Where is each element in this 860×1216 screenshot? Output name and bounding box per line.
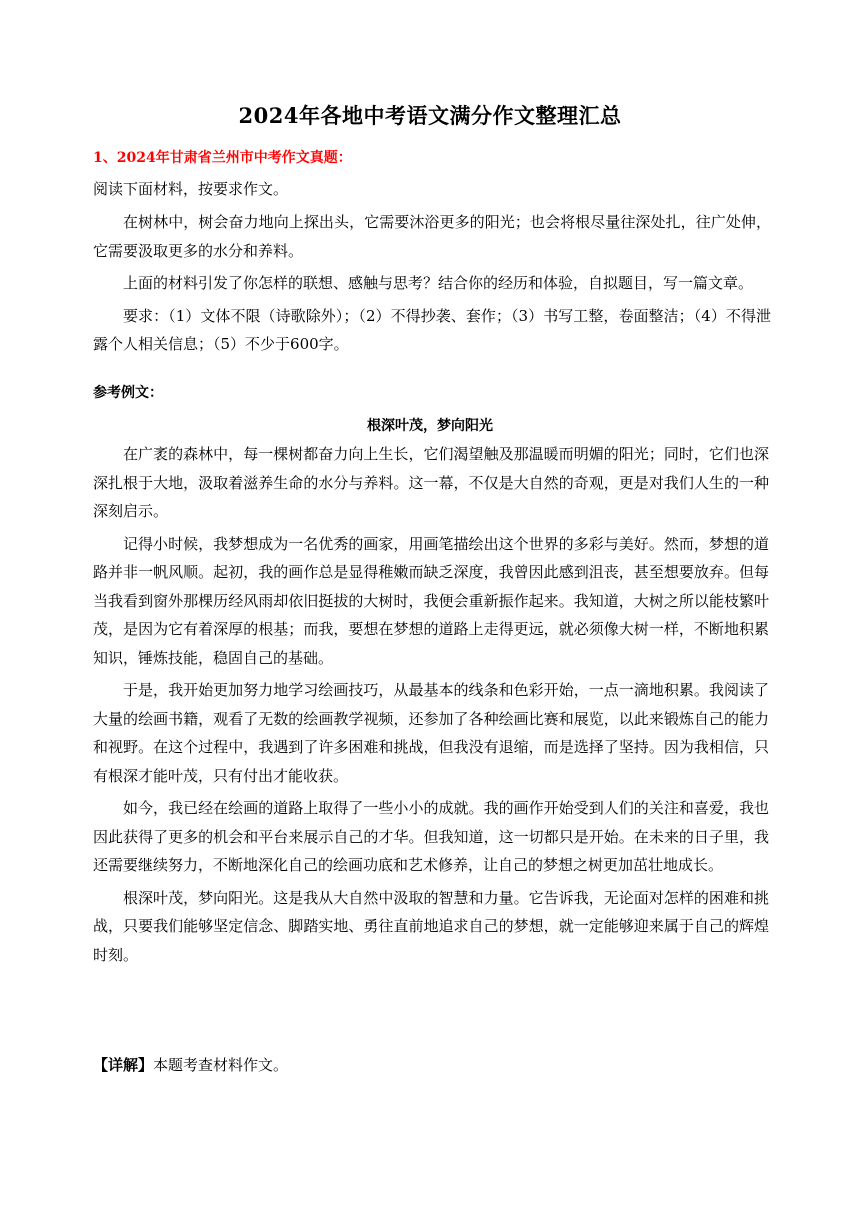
material-section	[93, 208, 771, 363]
essay-paragraph: 记得小时候，我梦想成为一名优秀的画家，用画笔描绘出这个世界的多彩与美好。然而，梦想的道路并非一帆风顺。起初，我的画作总是显得稚嫩而缺乏深度，我曾因此感到沮丧，甚至想要放弃。但每当我看到窗外那棵历经风雨却依旧挺拔的大树时，我便会重新振作起来。我知道，大树之所以能枝繁叶茂，是因为它有着深厚的根基；而我，要想在梦想的道路上走得更远，就必须像大树一样，不断地积累知识，锤炼技能，稳固自己的基础。	[93, 534, 769, 667]
question-heading: 1、2024年甘肃省兰州市中考作文真题：	[93, 150, 352, 166]
essay-paragraph: 于是，我开始更加努力地学习绘画技巧，从最基本的线条和色彩开始，一点一滴地积累。我阅读了大量的绘画书籍，观看了无数的绘画教学视频，还参加了各种绘画比赛和展览，以此来锻炼自己的能力和视野。在这个过程中，我遇到了许多困难和挑战，但我没有退缩，而是选择了坚持。因为我相信，只有根深才能叶茂，只有付出才能收获。	[93, 681, 769, 785]
detail-text: 本题考查材料作文。	[153, 1056, 289, 1074]
document-title: 2024年各地中考语文满分作文整理汇总	[238, 103, 622, 128]
instruction-text: 阅读下面材料，按要求作文。	[93, 180, 289, 198]
material-paragraph: 在树林中，树会奋力地向上探出头，它需要沐浴更多的阳光；也会将根尽量往深处扎，往广处伸，它需要汲取更多的水分和养料。	[93, 213, 771, 260]
material-paragraph: 上面的材料引发了你怎样的联想、感触与思考？结合你的经历和体验，自拟题目，写一篇文章。	[123, 274, 754, 292]
requirements-paragraph: 要求：（1）文体不限（诗歌除外）；（2）不得抄袭、套作；（3）书写工整，卷面整洁；（4）不得泄露个人相关信息；（5）不少于600字。	[93, 306, 771, 353]
essay-body	[93, 440, 769, 973]
essay-paragraph: 如今，我已经在绘画的道路上取得了一些小小的成就。我的画作开始受到人们的关注和喜爱，我也因此获得了更多的机会和平台来展示自己的才华。但我知道，这一切都只是开始。在未来的日子里，我还需要继续努力，不断地深化自己的绘画功底和艺术修养，让自己的梦想之树更加茁壮地成长。	[93, 799, 769, 874]
essay-title: 根深叶茂，梦向阳光	[367, 418, 493, 434]
reference-heading: 参考例文：	[93, 385, 163, 401]
detail-section	[93, 1054, 288, 1075]
essay-paragraph: 根深叶茂，梦向阳光。这是我从大自然中汲取的智慧和力量。它告诉我，无论面对怎样的困难和挑战，只要我们能够坚定信念、脚踏实地、勇往直前地追求自己的梦想，就一定能够迎来属于自己的辉煌时刻。	[93, 888, 769, 964]
detail-tag: 【详解】	[93, 1056, 154, 1074]
essay-paragraph: 在广袤的森林中，每一棵树都奋力向上生长，它们渴望触及那温暖而明媚的阳光；同时，它们也深深扎根于大地，汲取着滋养生命的水分与养料。这一幕，不仅是大自然的奇观，更是对我们人生的一种深刻启示。	[93, 445, 769, 520]
